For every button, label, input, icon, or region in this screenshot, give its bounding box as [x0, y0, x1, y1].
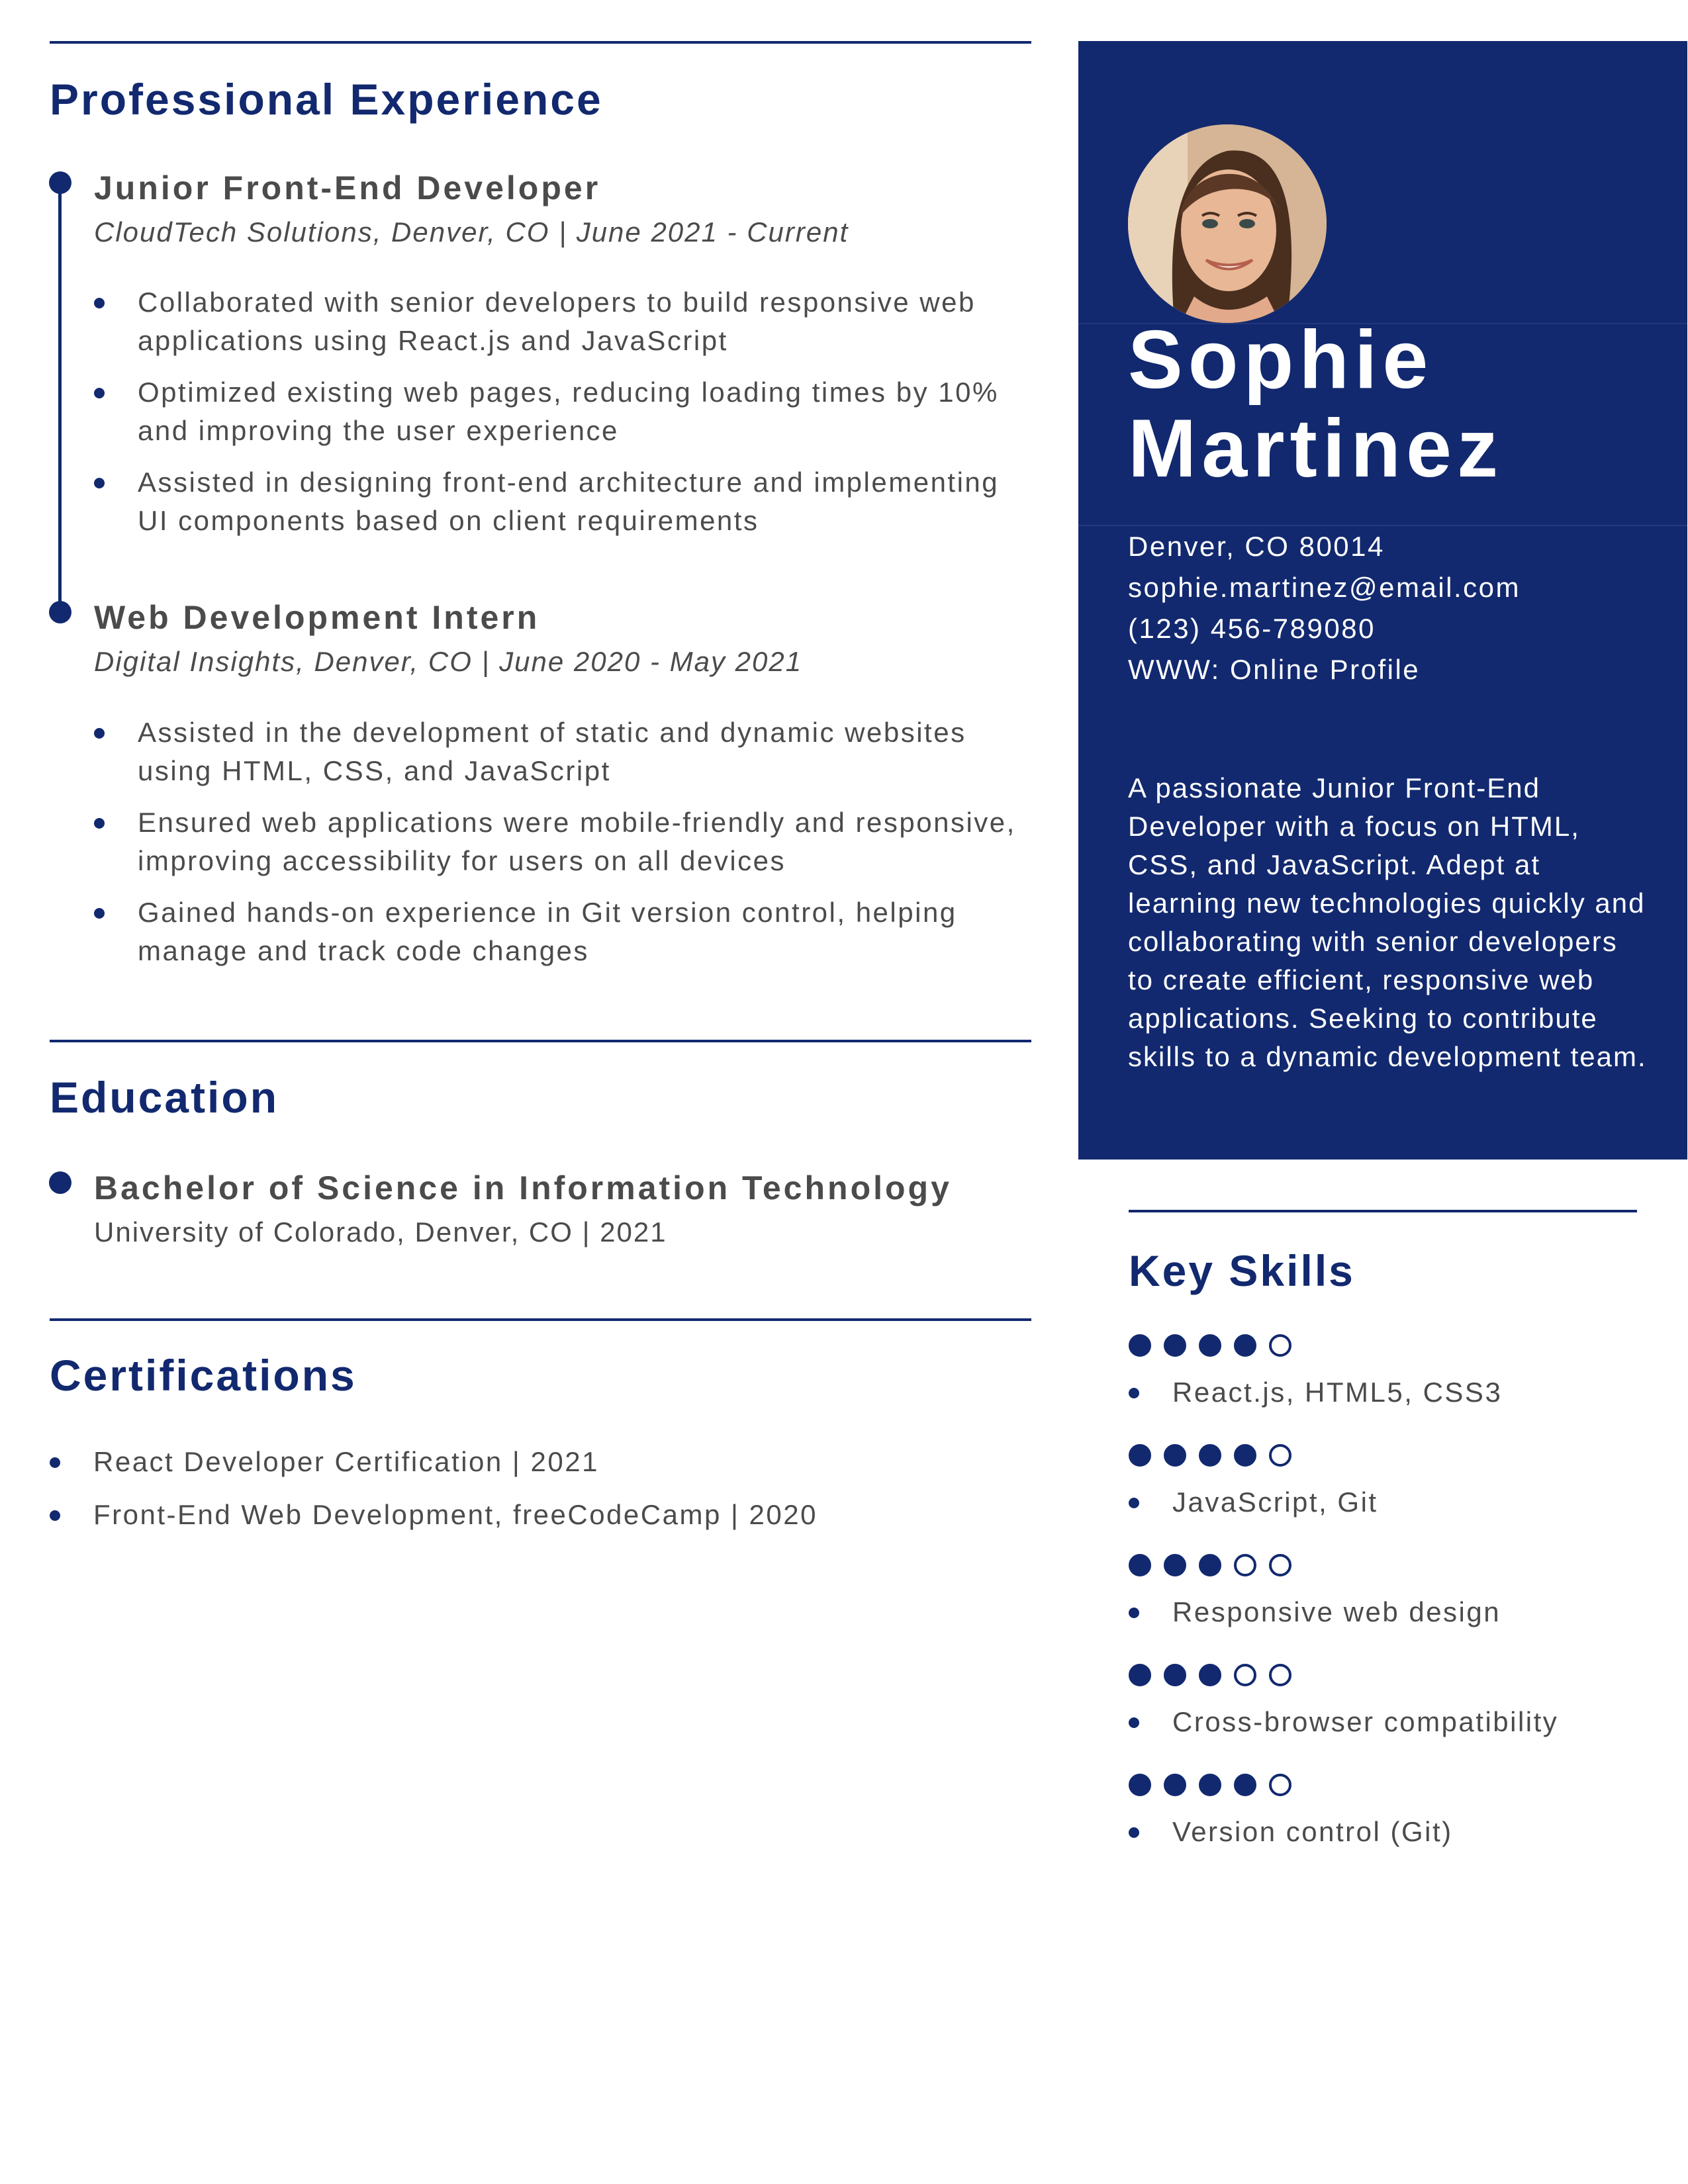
list-item: Assisted in the development of static and dynamic websites using HTML, CSS, and JavaScript	[94, 713, 1034, 790]
skill-entry	[1129, 1444, 1658, 1537]
rating-dot-filled-icon	[1164, 1774, 1186, 1796]
list-item: Collaborated with senior developers to build responsive web applications using React.js and JavaScript	[94, 283, 1034, 360]
list-item: Front-End Web Development, freeCodeCamp | 2020	[50, 1496, 990, 1534]
certifications-rule	[50, 1318, 1031, 1321]
education-heading: Education	[50, 1073, 279, 1122]
rating-dot-filled-icon	[1129, 1554, 1151, 1576]
school-meta: University of Colorado, Denver, CO | 2021	[94, 1216, 667, 1248]
candidate-name	[1128, 316, 1503, 493]
skills-rule	[1129, 1210, 1637, 1212]
timeline-dot	[49, 601, 71, 623]
rating-dot-empty-icon	[1269, 1664, 1291, 1686]
skill-entry	[1129, 1664, 1658, 1756]
rating-dot-filled-icon	[1199, 1774, 1221, 1796]
experience-rule	[50, 41, 1031, 44]
rating-dot-empty-icon	[1269, 1774, 1291, 1796]
list-item: Optimized existing web pages, reducing loading times by 10% and improving the user experience	[94, 373, 1034, 450]
rating-dot-empty-icon	[1269, 1444, 1291, 1467]
experience-heading: Professional Experience	[50, 75, 603, 124]
skill-label: Cross-browser compatibility	[1129, 1706, 1558, 1738]
certifications-heading: Certifications	[50, 1351, 357, 1400]
rating-dot-filled-icon	[1199, 1334, 1221, 1357]
skill-label: Version control (Git)	[1129, 1816, 1453, 1848]
rating-dot-filled-icon	[1234, 1774, 1256, 1796]
rating-dot-filled-icon	[1164, 1334, 1186, 1357]
profile-summary: A passionate Junior Front-End Developer with a focus on HTML, CSS, and JavaScript. Adept at learning new technologies quickly and collaborating with senior developers to create efficient, responsive web applications. Seeking to contribute skills to a dynamic development team.	[1128, 772, 1647, 1072]
education-rule	[50, 1040, 1031, 1042]
timeline-dot	[49, 171, 71, 194]
rating-dot-filled-icon	[1129, 1444, 1151, 1467]
certifications-list	[50, 1443, 990, 1549]
avatar	[1128, 124, 1327, 323]
panel-divider	[1078, 525, 1687, 526]
contact-phone: (123) 456-789080	[1128, 613, 1376, 644]
rating-dot-filled-icon	[1164, 1444, 1186, 1467]
skill-label: Responsive web design	[1129, 1596, 1501, 1628]
rating-dot-filled-icon	[1199, 1554, 1221, 1576]
list-item: React Developer Certification | 2021	[50, 1443, 990, 1481]
contact-email[interactable]: sophie.martinez@email.com	[1128, 572, 1521, 603]
rating-dot-empty-icon	[1234, 1664, 1256, 1686]
skill-label: React.js, HTML5, CSS3	[1129, 1377, 1502, 1408]
degree-title: Bachelor of Science in Information Technology	[94, 1169, 952, 1206]
list-item: Ensured web applications were mobile-friendly and responsive, improving accessibility for users on all devices	[94, 803, 1034, 880]
rating-dot-filled-icon	[1164, 1664, 1186, 1686]
profile-panel	[1078, 41, 1687, 1160]
timeline-line	[58, 183, 62, 606]
job-title: Junior Front-End Developer	[94, 169, 601, 206]
rating-dot-filled-icon	[1129, 1664, 1151, 1686]
job-meta: CloudTech Solutions, Denver, CO | June 2021 - Current	[94, 216, 849, 248]
skill-entry	[1129, 1774, 1658, 1866]
contact-website[interactable]: WWW: Online Profile	[1128, 654, 1421, 685]
rating-dot-filled-icon	[1199, 1664, 1221, 1686]
skill-label: JavaScript, Git	[1129, 1486, 1378, 1518]
job-bullets	[94, 283, 1034, 553]
rating-dot-empty-icon	[1269, 1334, 1291, 1357]
avatar-photo-icon	[1128, 124, 1327, 323]
last-name: Martinez	[1128, 403, 1503, 494]
rating-dot-filled-icon	[1234, 1444, 1256, 1467]
rating-dot-empty-icon	[1234, 1554, 1256, 1576]
rating-dot-filled-icon	[1164, 1554, 1186, 1576]
rating-dot-filled-icon	[1129, 1334, 1151, 1357]
skill-entry	[1129, 1554, 1658, 1647]
contact-location: Denver, CO 80014	[1128, 531, 1385, 562]
skills-heading: Key Skills	[1129, 1246, 1355, 1295]
rating-dot-filled-icon	[1129, 1774, 1151, 1796]
rating-dot-empty-icon	[1269, 1554, 1291, 1576]
skill-entry	[1129, 1334, 1658, 1427]
first-name: Sophie	[1128, 314, 1434, 406]
list-item: Gained hands-on experience in Git version control, helping manage and track code changes	[94, 893, 1034, 970]
job-title: Web Development Intern	[94, 599, 540, 636]
list-item: Assisted in designing front-end architecture and implementing UI components based on client requirements	[94, 463, 1034, 540]
job-bullets	[94, 713, 1034, 983]
job-meta: Digital Insights, Denver, CO | June 2020 - May 2021	[94, 646, 803, 677]
timeline-dot	[49, 1171, 71, 1194]
rating-dot-filled-icon	[1199, 1444, 1221, 1467]
rating-dot-filled-icon	[1234, 1334, 1256, 1357]
